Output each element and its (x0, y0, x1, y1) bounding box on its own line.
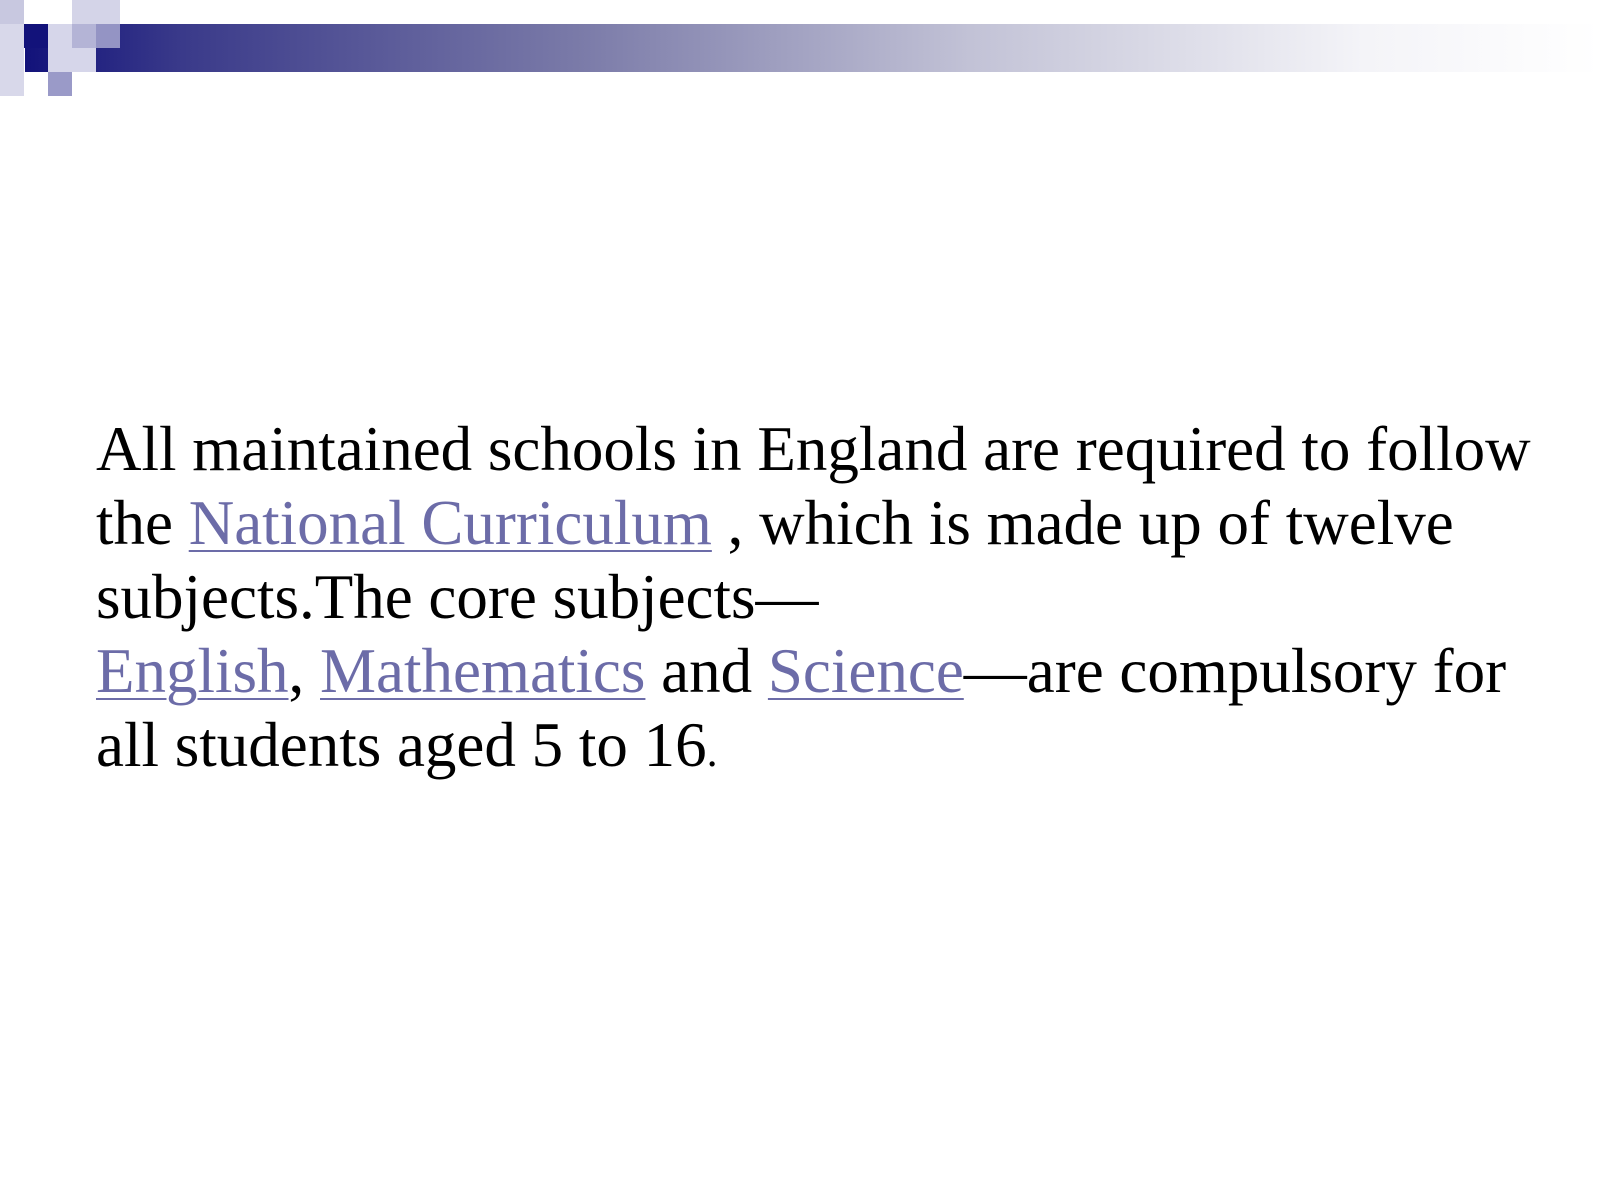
decor-square (72, 24, 96, 48)
decor-square (72, 0, 120, 24)
header-gradient-bar (25, 24, 1600, 72)
body-paragraph (96, 412, 1556, 789)
decor-square (24, 0, 48, 24)
link-science[interactable]: Science (767, 636, 964, 706)
decor-square (0, 24, 24, 96)
decor-square (48, 72, 72, 96)
link-english[interactable]: English (96, 636, 289, 706)
text-segment: , which is made up of twelve subjects.The core subjects— (96, 488, 1454, 632)
decor-square (0, 0, 24, 24)
text-segment: All maintained schools in England are required to follow the (96, 414, 1531, 558)
link-national-curriculum[interactable]: National Curriculum (188, 488, 712, 558)
text-segment: and (645, 636, 768, 706)
text-segment: , (288, 636, 321, 706)
text-period: . (706, 727, 718, 776)
text-segment: —are compulsory for all students aged 5 to 16 (96, 636, 1507, 780)
decor-square-dark (24, 24, 48, 48)
link-mathematics[interactable]: Mathematics (320, 636, 646, 706)
decor-square (96, 24, 120, 48)
